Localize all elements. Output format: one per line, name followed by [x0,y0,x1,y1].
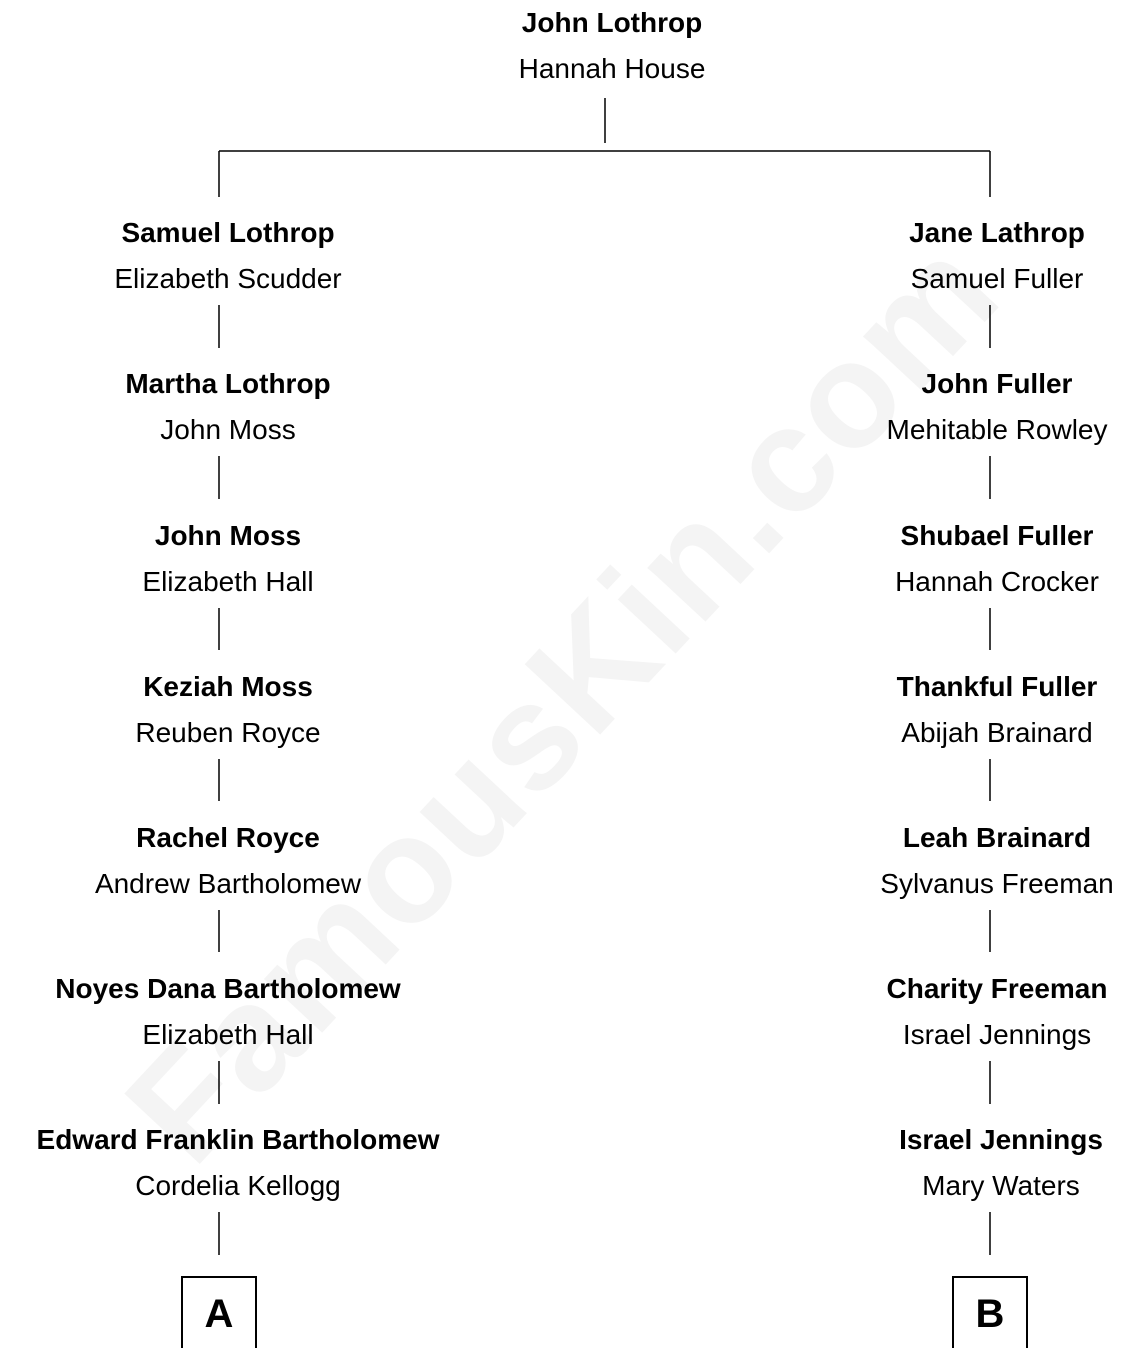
person-name: John Lothrop [521,7,703,38]
root-couple [352,6,872,86]
left-couple [0,972,488,1052]
right-couple [741,1123,1124,1203]
right-couple [737,972,1124,1052]
spouse-name: Hannah Crocker [895,566,1099,597]
person-name: Leah Brainard [902,822,1092,853]
right-couple [737,670,1124,750]
person-name: Noyes Dana Bartholomew [55,973,401,1004]
left-couple [0,216,488,296]
left-couple [0,670,488,750]
spouse-name: Sylvanus Freeman [880,868,1114,899]
person-name: Rachel Royce [136,822,320,853]
right-couple [737,216,1124,296]
left-couple [0,367,488,447]
spouse-name: Reuben Royce [135,717,321,748]
person-name: Shubael Fuller [900,520,1094,551]
person-name: Edward Franklin Bartholomew [36,1124,440,1155]
spouse-name: Elizabeth Scudder [114,263,342,294]
person-name: John Fuller [921,368,1073,399]
person-name: Charity Freeman [886,973,1108,1004]
person-name: Keziah Moss [143,671,313,702]
left-couple [0,519,488,599]
spouse-name: John Moss [160,414,296,445]
right-couple [737,367,1124,447]
person-name: Jane Lathrop [909,217,1085,248]
spouse-name: Cordelia Kellogg [135,1170,341,1201]
spouse-name: Andrew Bartholomew [94,868,362,899]
spouse-name: Samuel Fuller [910,263,1084,294]
endpoint-box-a: A [181,1276,257,1348]
spouse-name: Mehitable Rowley [886,414,1108,445]
spouse-name: Israel Jennings [902,1019,1092,1050]
endpoint-box-b: B [952,1276,1028,1348]
spouse-name: Elizabeth Hall [142,566,314,597]
spouse-name: Mary Waters [922,1170,1080,1201]
left-couple [0,1123,498,1203]
spouse-name: Abijah Brainard [901,717,1093,748]
spouse-name: Elizabeth Hall [142,1019,314,1050]
person-name: Martha Lothrop [125,368,331,399]
person-name: Samuel Lothrop [121,217,335,248]
person-name: Israel Jennings [899,1124,1103,1155]
left-couple [0,821,488,901]
right-couple [737,821,1124,901]
spouse-name: Hannah House [518,53,706,84]
right-couple [737,519,1124,599]
person-name: John Moss [154,520,302,551]
person-name: Thankful Fuller [896,671,1098,702]
